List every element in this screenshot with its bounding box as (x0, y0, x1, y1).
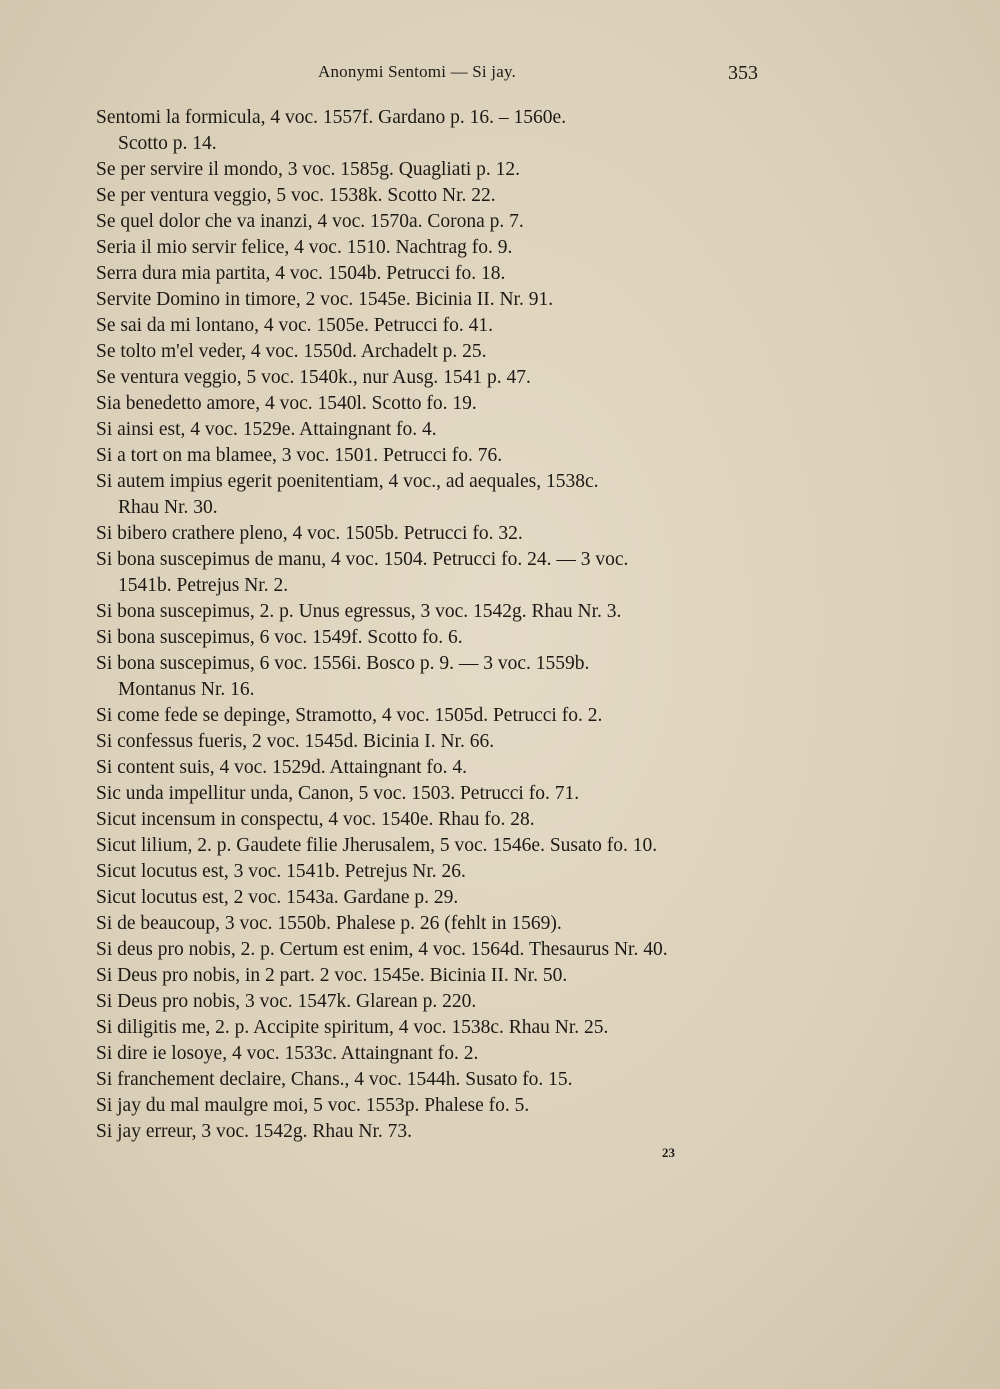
entry-continuation-line: 1541b. Petrejus Nr. 2. (118, 575, 289, 596)
list-item (96, 625, 776, 651)
entry-line: Si bona suscepimus de manu, 4 voc. 1504. Petrucci fo. 24. — 3 voc. (96, 549, 629, 570)
entry-line: Si dire ie losoye, 4 voc. 1533c. Attaingnant fo. 2. (96, 1043, 479, 1064)
list-item (96, 911, 776, 937)
entry-line: Seria il mio servir felice, 4 voc. 1510. Nachtrag fo. 9. (96, 237, 513, 258)
entry-line: Se ventura veggio, 5 voc. 1540k., nur Ausg. 1541 p. 47. (96, 367, 531, 388)
list-item (96, 521, 776, 547)
list-item (96, 807, 776, 833)
list-item (96, 443, 776, 469)
entry-line: Sicut locutus est, 3 voc. 1541b. Petrejus Nr. 26. (96, 861, 466, 882)
list-item (96, 1067, 776, 1093)
list-item (96, 1015, 776, 1041)
entry-line: Si de beaucoup, 3 voc. 1550b. Phalese p. 26 (fehlt in 1569). (96, 913, 562, 934)
list-item (96, 287, 776, 313)
entry-line: Si deus pro nobis, 2. p. Certum est enim, 4 voc. 1564d. Thesaurus Nr. 40. (96, 939, 668, 960)
list-item (96, 833, 776, 859)
list-item (96, 365, 776, 391)
list-item (96, 547, 776, 599)
entry-line: Servite Domino in timore, 2 voc. 1545e. Bicinia II. Nr. 91. (96, 289, 554, 310)
entry-line: Si Deus pro nobis, 3 voc. 1547k. Glarean p. 220. (96, 991, 477, 1012)
list-item (96, 885, 776, 911)
list-item (96, 651, 776, 703)
entry-line: Si bona suscepimus, 6 voc. 1556i. Bosco p. 9. — 3 voc. 1559b. (96, 653, 590, 674)
entry-line: Se per ventura veggio, 5 voc. 1538k. Scotto Nr. 22. (96, 185, 496, 206)
entry-continuation-line: Scotto p. 14. (118, 133, 217, 154)
list-item (96, 729, 776, 755)
page-number: 353 (728, 62, 758, 84)
entry-line: Si a tort on ma blamee, 3 voc. 1501. Petrucci fo. 76. (96, 445, 503, 466)
entry-line: Si bibero crathere pleno, 4 voc. 1505b. Petrucci fo. 32. (96, 523, 523, 544)
entry-line: Si Deus pro nobis, in 2 part. 2 voc. 1545e. Bicinia II. Nr. 50. (96, 965, 568, 986)
entry-line: Si franchement declaire, Chans., 4 voc. 1544h. Susato fo. 15. (96, 1069, 573, 1090)
signature-mark: 23 (662, 1145, 675, 1160)
entry-continuation-line: Montanus Nr. 16. (118, 679, 255, 700)
list-item (96, 261, 776, 287)
list-item (96, 417, 776, 443)
list-item (96, 1041, 776, 1067)
entry-line: Se tolto m'el veder, 4 voc. 1550d. Archadelt p. 25. (96, 341, 487, 362)
entry-line: Se sai da mi lontano, 4 voc. 1505e. Petrucci fo. 41. (96, 315, 493, 336)
entry-list (96, 105, 776, 1145)
entry-line: Si autem impius egerit poenitentiam, 4 voc., ad aequales, 1538c. (96, 471, 599, 492)
list-item (96, 235, 776, 261)
list-item (96, 105, 776, 157)
entry-line: Sicut lilium, 2. p. Gaudete filie Jherusalem, 5 voc. 1546e. Susato fo. 10. (96, 835, 658, 856)
page-header (0, 62, 1000, 90)
list-item (96, 183, 776, 209)
list-item (96, 703, 776, 729)
list-item (96, 963, 776, 989)
entry-line: Si come fede se depinge, Stramotto, 4 voc. 1505d. Petrucci fo. 2. (96, 705, 603, 726)
entry-line: Sicut incensum in conspectu, 4 voc. 1540e. Rhau fo. 28. (96, 809, 535, 830)
list-item (96, 209, 776, 235)
list-item (96, 1119, 776, 1145)
list-item (96, 859, 776, 885)
entry-line: Se per servire il mondo, 3 voc. 1585g. Quagliati p. 12. (96, 159, 521, 180)
entry-line: Serra dura mia partita, 4 voc. 1504b. Petrucci fo. 18. (96, 263, 506, 284)
entry-line: Si ainsi est, 4 voc. 1529e. Attaingnant fo. 4. (96, 419, 437, 440)
entry-line: Si confessus fueris, 2 voc. 1545d. Bicinia I. Nr. 66. (96, 731, 495, 752)
entry-line: Sia benedetto amore, 4 voc. 1540l. Scotto fo. 19. (96, 393, 477, 414)
list-item (96, 937, 776, 963)
entry-line: Sicut locutus est, 2 voc. 1543a. Gardane p. 29. (96, 887, 459, 908)
entry-line: Si jay erreur, 3 voc. 1542g. Rhau Nr. 73. (96, 1121, 413, 1142)
entry-line: Si bona suscepimus, 2. p. Unus egressus, 3 voc. 1542g. Rhau Nr. 3. (96, 601, 622, 622)
list-item (96, 339, 776, 365)
entry-continuation-line: Rhau Nr. 30. (118, 497, 218, 518)
entry-line: Sentomi la formicula, 4 voc. 1557f. Gardano p. 16. – 1560e. (96, 107, 567, 128)
list-item (96, 391, 776, 417)
list-item (96, 599, 776, 625)
entry-line: Si content suis, 4 voc. 1529d. Attaingnant fo. 4. (96, 757, 468, 778)
entry-line: Si jay du mal maulgre moi, 5 voc. 1553p. Phalese fo. 5. (96, 1095, 530, 1116)
list-item (96, 1093, 776, 1119)
list-item (96, 157, 776, 183)
list-item (96, 989, 776, 1015)
list-item (96, 313, 776, 339)
list-item (96, 755, 776, 781)
list-item (96, 469, 776, 521)
entry-line: Se quel dolor che va inanzi, 4 voc. 1570a. Corona p. 7. (96, 211, 524, 232)
entry-line: Si diligitis me, 2. p. Accipite spiritum, 4 voc. 1538c. Rhau Nr. 25. (96, 1017, 609, 1038)
entry-line: Si bona suscepimus, 6 voc. 1549f. Scotto fo. 6. (96, 627, 463, 648)
entry-line: Sic unda impellitur unda, Canon, 5 voc. 1503. Petrucci fo. 71. (96, 783, 580, 804)
list-item (96, 781, 776, 807)
running-title: Anonymi Sentomi — Si jay. (318, 62, 516, 81)
